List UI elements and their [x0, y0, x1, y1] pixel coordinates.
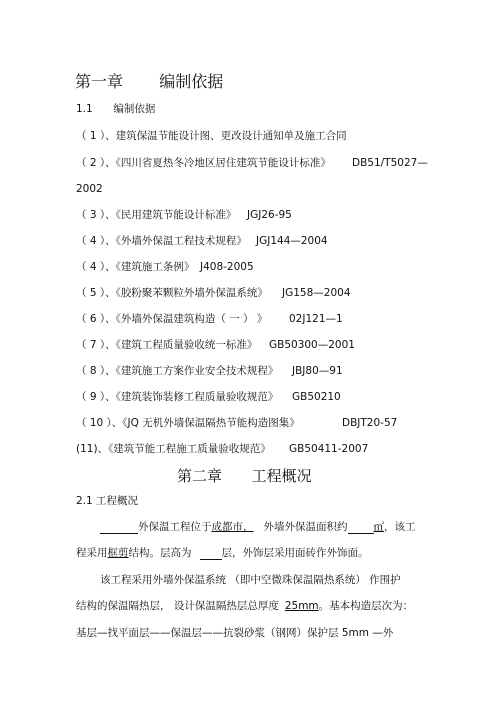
reference-code: GB50300—2001: [269, 339, 355, 351]
reference-title: 建筑保温节能设计图、更改设计通知单及施工合同: [115, 130, 347, 142]
reference-code: J408-2005: [200, 261, 254, 273]
area-blank: [348, 521, 374, 534]
text-segment: 外保温工程位于: [138, 521, 212, 533]
reference-number: （ 8 ）、: [76, 365, 116, 377]
text-segment: 结构的保温隔热层， 设计保温隔热层总厚度: [76, 600, 279, 612]
reference-item: [76, 338, 257, 352]
reference-code: JG158—2004: [282, 287, 351, 299]
reference-title: 《民用建筑节能设计标准》: [115, 209, 237, 221]
paragraph-line: [76, 546, 369, 560]
reference-title: 《建筑装饰装修工程质量验收规范》: [115, 391, 279, 403]
text-segment: 结构。层高为: [128, 547, 192, 559]
reference-title: 《外墙外保温建筑构造（ 一 ） 》: [115, 313, 268, 325]
reference-code: GB50411-2007: [289, 443, 369, 455]
floors-blank: [200, 547, 222, 560]
project-name-blank: [100, 521, 138, 534]
project-location: 成都市，: [211, 521, 254, 533]
chapter2-title-number: 第二章: [177, 467, 223, 485]
reference-code: 02J121—1: [289, 313, 343, 325]
chapter2-title-text: 工程概况: [251, 467, 312, 485]
reference-code: DB51/T5027—: [352, 157, 428, 169]
reference-item: [76, 364, 278, 378]
reference-code: JGJ26-95: [247, 209, 292, 221]
reference-item: [76, 156, 331, 170]
reference-number: （ 9 ）、: [76, 391, 116, 403]
paragraph-line: 该工程采用外墙外保温系统 （即中空微珠保温隔热系统） 作围护: [100, 574, 401, 586]
section-number: 1.1: [76, 103, 93, 115]
text-segment: 外墙外保温面积约: [263, 521, 348, 533]
reference-number: （ 10 ）、: [76, 417, 123, 429]
text-segment: 程采用: [76, 547, 108, 559]
reference-title: 《建筑节能工程施工质量验收规范》: [108, 443, 271, 455]
paragraph-line: [76, 599, 413, 613]
reference-title: 《建筑施工方案作业安全技术规程》: [115, 365, 279, 377]
reference-number: （ 4 ）、: [76, 261, 116, 273]
reference-title: 《外墙外保温工程技术规程》: [115, 235, 247, 247]
reference-item: [76, 260, 194, 274]
reference-code: JGJ144—2004: [256, 235, 328, 247]
chapter1-heading: [75, 72, 223, 92]
section-1-1-heading: [76, 102, 155, 116]
reference-item: [76, 442, 271, 456]
reference-number: （ 6 ）、: [76, 313, 116, 325]
text-segment: 。基本构造层次为：: [318, 600, 414, 612]
reference-number: （ 4 ）、: [76, 235, 116, 247]
reference-item: [76, 416, 300, 430]
section-2-1-heading: 2.1 工程概况: [76, 495, 139, 507]
text-segment: 层，外饰层采用面砖作外饰面。: [221, 547, 369, 559]
reference-code: JBJ80—91: [292, 365, 343, 377]
reference-item: [76, 129, 347, 143]
reference-code: GB50210: [292, 391, 341, 403]
chapter1-title-number: 第一章: [75, 72, 124, 91]
paragraph-line: [76, 520, 416, 534]
reference-title: 《JQ 无机外墙保温隔热节能构造图集》: [122, 417, 300, 429]
reference-number: （ 3 ）、: [76, 209, 116, 221]
reference-code: DBJT20-57: [342, 417, 398, 429]
insulation-thickness: 25mm: [284, 600, 319, 612]
reference-number: （ 7 ）、: [76, 339, 116, 351]
reference-code-continued: 2002: [76, 183, 103, 195]
chapter2-heading: [177, 466, 312, 486]
reference-item: [76, 312, 267, 326]
chapter1-title-text: 编制依据: [159, 72, 224, 91]
reference-number: （ 1 ）、: [76, 130, 116, 142]
reference-item: [76, 208, 236, 222]
structure-type: 框剪: [107, 547, 129, 559]
paragraph-line: 基层—找平面层——保温层——抗裂砂浆（钢网）保护层 5mm —外: [76, 627, 394, 639]
reference-title: 《建筑施工条例》: [115, 261, 195, 273]
reference-title: 《四川省夏热冬冷地区居住建筑节能设计标准》: [115, 157, 331, 169]
reference-title: 《胶粉聚苯颗粒外墙外保温系统》: [115, 287, 268, 299]
reference-item: [76, 286, 268, 300]
reference-item: [76, 234, 247, 248]
area-unit: ㎡: [373, 521, 384, 533]
reference-number: （ 5 ）、: [76, 287, 116, 299]
section-title: 编制依据: [113, 103, 156, 115]
reference-item: [76, 390, 278, 404]
reference-title: 《建筑工程质量验收统一标准》: [115, 339, 258, 351]
reference-number: (11)、: [76, 443, 109, 455]
text-segment: ，该工: [384, 521, 416, 533]
reference-number: （ 2 ）、: [76, 157, 116, 169]
